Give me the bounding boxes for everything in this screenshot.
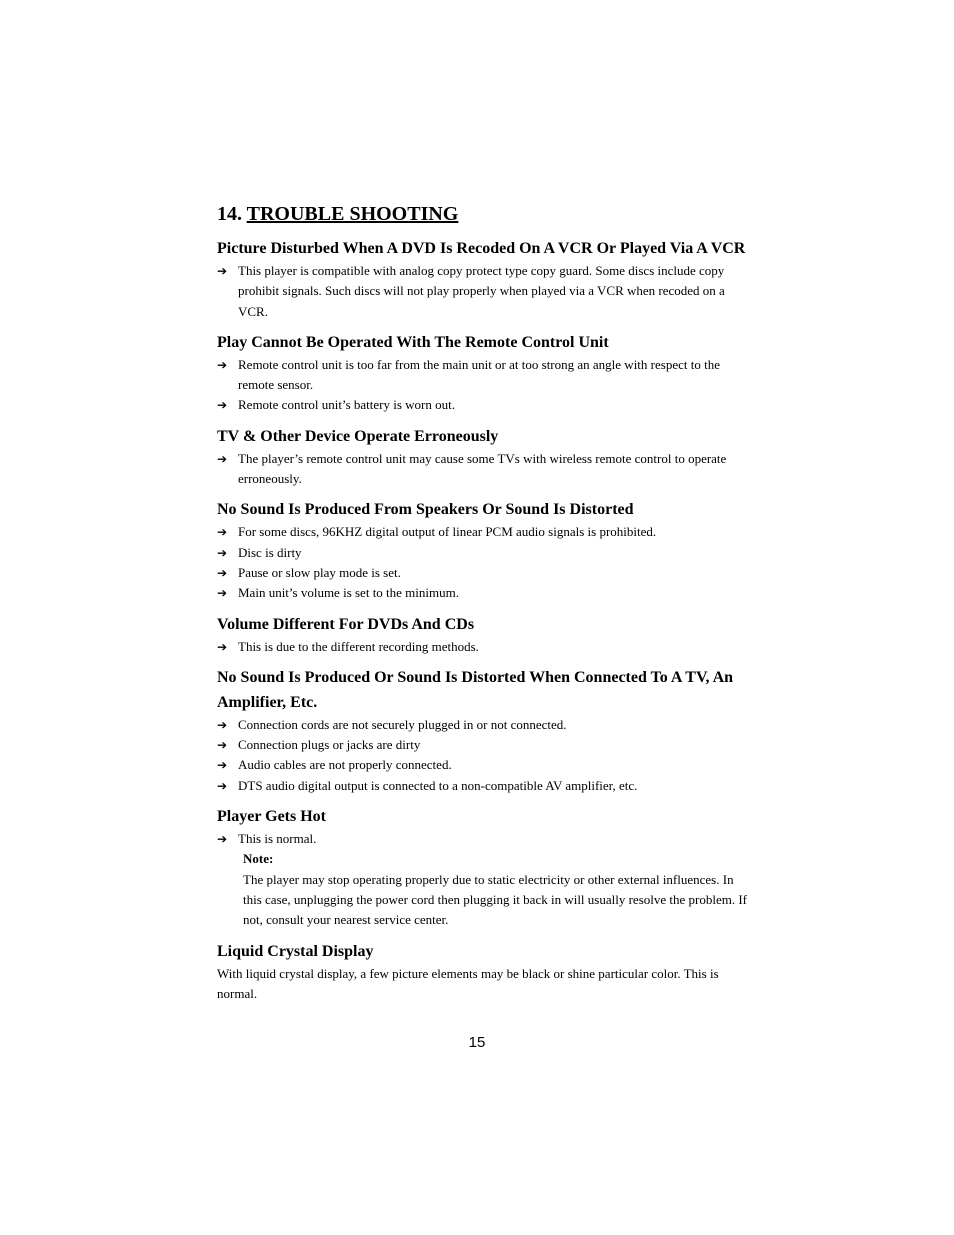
list-item-text: This player is compatible with analog copy protect type copy guard. Some discs include copy prohibit signals. Such discs will not play properly when played via a VCR when recoded on a VCR. [238, 263, 725, 319]
arrow-right-icon: ➔ [217, 451, 228, 466]
section-heading: Play Cannot Be Operated With The Remote Control Unit [217, 333, 609, 351]
list-item [217, 637, 747, 657]
list-item [217, 715, 747, 735]
bullet-list [217, 829, 747, 849]
list-item-text: This is due to the different recording methods. [238, 638, 479, 654]
section-heading: Liquid Crystal Display [217, 942, 374, 960]
list-item [217, 776, 747, 796]
section-heading: TV & Other Device Operate Erroneously [217, 427, 499, 445]
list-item [217, 735, 747, 755]
list-item-text: For some discs, 96KHZ digital output of linear PCM audio signals is prohibited. [238, 524, 657, 540]
bullet-list [217, 261, 747, 322]
list-item-text: Main unit’s volume is set to the minimum. [238, 585, 459, 601]
section-remote-control [217, 330, 747, 416]
page-title [217, 201, 747, 227]
page-number: 15 [468, 1034, 486, 1051]
list-item [217, 583, 747, 603]
section-picture-disturbed [217, 236, 747, 322]
bullet-list [217, 522, 747, 603]
list-item [217, 563, 747, 583]
arrow-right-icon: ➔ [217, 717, 228, 732]
note-text: The player may stop operating properly due to static electricity or other external influences. In this case, unplugging the power cord then plugging it back in will usually resolve the problem. If not, consult your nearest service center. [243, 871, 748, 928]
list-item [217, 449, 747, 490]
section-no-sound-connected [217, 665, 747, 796]
section-heading: No Sound Is Produced Or Sound Is Distorted When Connected To A TV, An Amplifier, Etc. [217, 668, 734, 711]
arrow-right-icon: ➔ [217, 398, 228, 413]
arrow-right-icon: ➔ [217, 545, 228, 560]
section-number: 14. [217, 203, 242, 225]
section-heading: No Sound Is Produced From Speakers Or Sound Is Distorted [217, 501, 634, 519]
section-no-sound-speakers [217, 497, 747, 603]
list-item [217, 755, 747, 775]
bullet-list [217, 449, 747, 490]
arrow-right-icon: ➔ [217, 264, 228, 278]
note-label: Note: [243, 851, 274, 867]
arrow-right-icon: ➔ [217, 758, 228, 773]
arrow-right-icon: ➔ [217, 738, 228, 753]
list-item [217, 522, 747, 542]
list-item-text: The player’s remote control unit may cause some TVs with wireless remote control to operate erroneously. [238, 450, 727, 487]
list-item-text: Disc is dirty [238, 544, 302, 560]
note-block [217, 849, 747, 930]
section-volume-different [217, 612, 747, 657]
section-text: With liquid crystal display, a few picture elements may be black or shine particular color. This is normal. [217, 965, 719, 1001]
list-item-text: Connection plugs or jacks are dirty [238, 737, 421, 753]
list-item-text: This is normal. [238, 831, 317, 847]
list-item-text: Remote control unit is too far from the main unit or at too strong an angle with respect to the remote sensor. [238, 356, 720, 393]
bullet-list [217, 355, 747, 416]
section-tv-other-device [217, 424, 747, 490]
list-item [217, 543, 747, 563]
list-item [217, 355, 747, 396]
section-player-hot [217, 804, 747, 930]
section-lcd [217, 939, 747, 1005]
section-title: TROUBLE SHOOTING [246, 203, 459, 225]
arrow-right-icon: ➔ [217, 639, 228, 654]
bullet-list [217, 637, 747, 657]
list-item [217, 261, 747, 322]
bullet-list [217, 715, 747, 796]
list-item-text: Audio cables are not properly connected. [238, 757, 452, 773]
list-item-text: Remote control unit’s battery is worn out. [238, 397, 455, 413]
list-item [217, 395, 747, 415]
arrow-right-icon: ➔ [217, 778, 228, 793]
section-heading: Player Gets Hot [217, 808, 327, 826]
arrow-right-icon: ➔ [217, 357, 228, 372]
document-content [217, 201, 747, 1012]
list-item-text: Connection cords are not securely plugged in or not connected. [238, 716, 567, 732]
arrow-right-icon: ➔ [217, 832, 228, 847]
arrow-right-icon: ➔ [217, 586, 228, 601]
section-heading: Picture Disturbed When A DVD Is Recoded On A VCR Or Played Via A VCR [217, 240, 746, 257]
arrow-right-icon: ➔ [217, 565, 228, 580]
list-item-text: Pause or slow play mode is set. [238, 564, 401, 580]
list-item-text: DTS audio digital output is connected to a non-compatible AV amplifier, etc. [238, 777, 638, 793]
section-heading: Volume Different For DVDs And CDs [217, 615, 475, 633]
list-item [217, 829, 747, 849]
arrow-right-icon: ➔ [217, 525, 228, 540]
